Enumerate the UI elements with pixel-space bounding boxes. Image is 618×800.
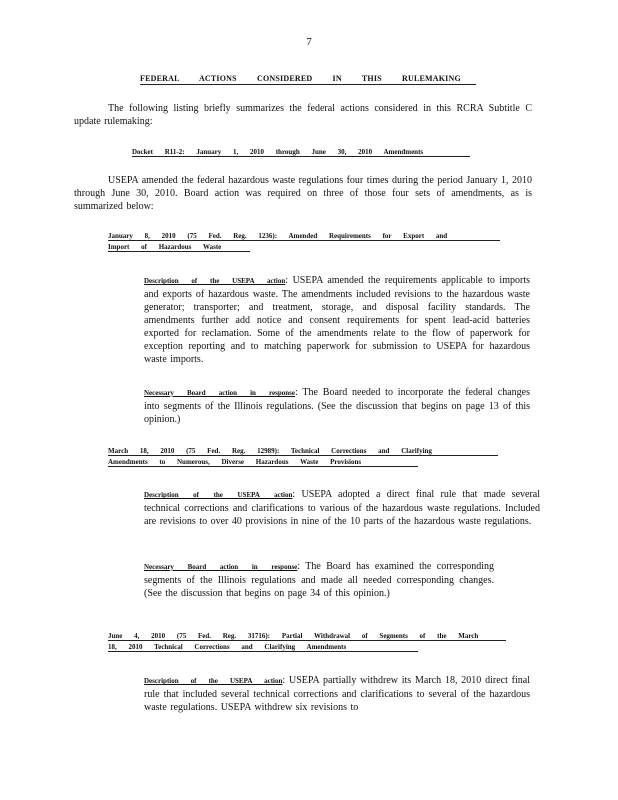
description-label: Description of the USEPA action: [144, 277, 286, 285]
response-label: Necessary Board action in response: [144, 563, 298, 571]
action-title-line: June 4, 2010 (75 Fed. Reg. 31716): Partial Withdrawal of Segments of the March: [108, 632, 506, 641]
board-response: [144, 560, 494, 600]
docket-heading: Docket R11-2: January 1, 2010 through June 30, 2010 Amendments: [132, 148, 470, 157]
page-number: 7: [306, 36, 312, 48]
action-description: [144, 674, 530, 714]
intro-paragraph: The following listing briefly summarizes the federal actions considered in this RCRA Subtitle C update rulemaking:: [74, 103, 532, 127]
response-text: : The Board needed to incorporate the federal changes into segments of the Illinois regulations. (See the discussion that begins on page 13 of this opinion.): [144, 387, 530, 425]
docket-summary-paragraph: USEPA amended the federal hazardous waste regulations four times during the period January 1, 2010 through June 30, 2010. Board action was required on three of those four sets of amendments, as is summarized below:: [74, 175, 532, 212]
action-entry: [108, 447, 508, 467]
description-text: : USEPA partially withdrew its March 18, 2010 direct final rule that included several technical corrections and clarifications to several of the hazardous waste regulations. USEPA withdrew six revisions to: [144, 675, 530, 713]
action-title-line: Import of Hazardous Waste: [108, 243, 250, 252]
action-title-line: March 18, 2010 (75 Fed. Reg. 12989): Technical Corrections and Clarifying: [108, 447, 498, 456]
action-description: [144, 274, 530, 366]
section-heading: FEDERAL ACTIONS CONSIDERED IN THIS RULEMAKING: [140, 74, 476, 85]
action-title-line: Amendments to Numerous, Diverse Hazardous Waste Provisions: [108, 458, 418, 467]
board-response: [144, 386, 530, 426]
description-text: : USEPA adopted a direct final rule that made several technical corrections and clarifications to various of the hazardous waste regulations. Included are revisions to over 40 provisions in nine of the 10 parts of the hazardous waste regulations.: [144, 489, 540, 527]
response-label: Necessary Board action in response: [144, 389, 295, 397]
action-title-line: 18, 2010 Technical Corrections and Clarifying Amendments: [108, 643, 418, 652]
description-label: Description of the USEPA action: [144, 491, 293, 499]
action-entry: [108, 232, 508, 252]
response-text: : The Board has examined the corresponding segments of the Illinois regulations and made all needed corresponding changes. (See the discussion that begins on page 34 of this opinion.): [144, 561, 494, 599]
action-description: [144, 488, 540, 528]
action-title-line: January 8, 2010 (75 Fed. Reg. 1236): Amended Requirements for Export and: [108, 232, 500, 241]
description-text: : USEPA amended the requirements applicable to imports and exports of hazardous waste. The amendments included revisions to the hazardous waste generator; transporter; and treatment, storage, and disposal facility standards. The amendments further add notice and consent requirements for spent lead-acid batteries exported for reclamation. Some of the amendments relate to the flow of paperwork for exception reporting and to matching paperwork for submission to USEPA for hazardous waste imports.: [144, 275, 530, 365]
action-entry: [108, 632, 508, 652]
description-label: Description of the USEPA action: [144, 677, 283, 685]
